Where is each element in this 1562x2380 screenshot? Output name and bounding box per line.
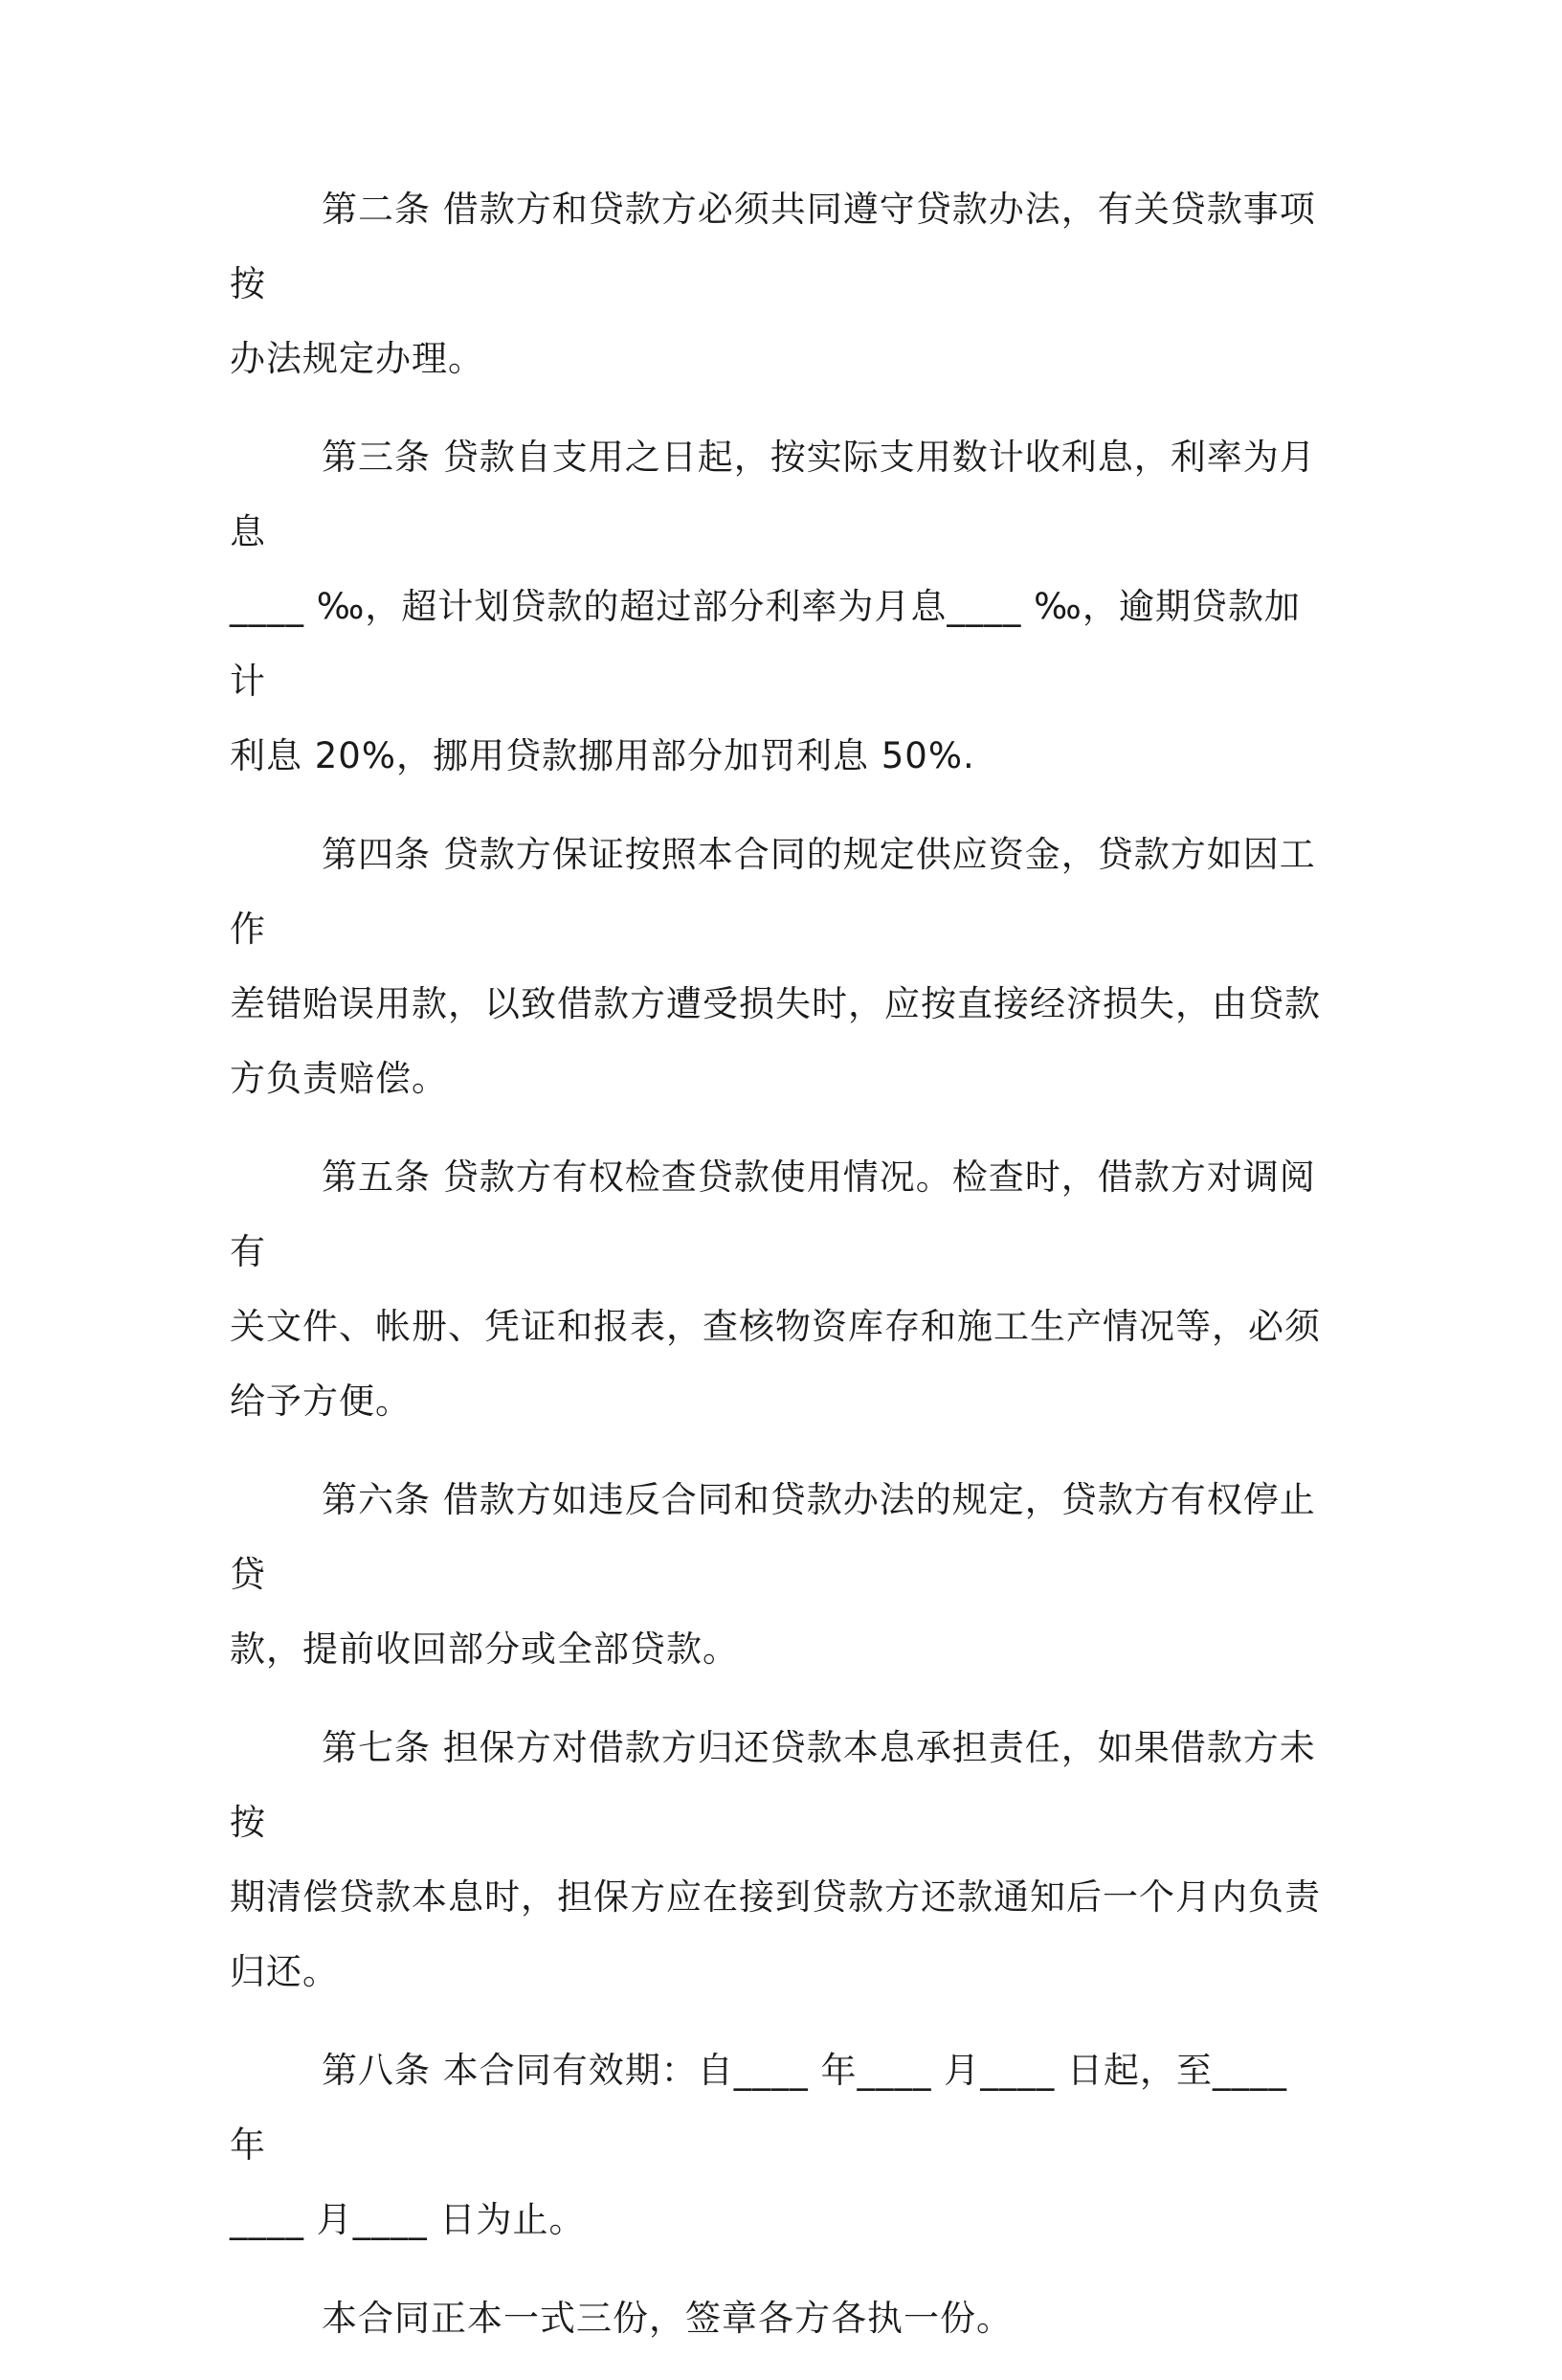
document-body xyxy=(230,172,1330,2380)
article-6 xyxy=(230,1463,1330,1687)
article-2-line-2: 办法规定办理。 xyxy=(230,338,484,379)
article-8 xyxy=(230,2033,1330,2257)
closing-clause-line-1: 本合同正本一式三份，签章各方各执一份。 xyxy=(322,2298,1013,2339)
article-3 xyxy=(230,420,1330,794)
article-3-line-2: ____ ‰，超计划贷款的超过部分利率为月息____ ‰，逾期贷款加计 xyxy=(230,586,1301,702)
article-2-line-1: 第二条 借款方和贷款方必须共同遵守贷款办法，有关贷款事项按 xyxy=(230,189,1316,304)
article-7-line-3: 归还。 xyxy=(230,1951,339,1992)
article-4-line-2: 差错贻误用款，以致借款方遭受损失时，应按直接经济损失，由贷款 xyxy=(230,983,1321,1024)
article-4 xyxy=(230,818,1330,1116)
article-5-line-1: 第五条 贷款方有权检查贷款使用情况。检查时，借款方对调阅有 xyxy=(230,1156,1316,1272)
closing-clause xyxy=(230,2281,1330,2356)
article-8-line-2: ____ 月____ 日为止。 xyxy=(230,2199,586,2240)
article-6-line-1: 第六条 借款方如违反合同和贷款办法的规定，贷款方有权停止贷 xyxy=(230,1479,1316,1595)
article-5 xyxy=(230,1140,1330,1439)
article-8-line-1: 第八条 本合同有效期：自____ 年____ 月____ 日起，至____ 年 xyxy=(230,2050,1288,2166)
article-3-line-3: 利息 20%，挪用贷款挪用部分加罚利息 50%. xyxy=(230,735,975,776)
article-4-line-3: 方负责赔偿。 xyxy=(230,1058,448,1099)
article-6-line-2: 款，提前收回部分或全部贷款。 xyxy=(230,1628,739,1670)
article-7 xyxy=(230,1711,1330,2010)
article-5-line-2: 关文件、帐册、凭证和报表，查核物资库存和施工生产情况等，必须 xyxy=(230,1306,1321,1347)
article-4-line-1: 第四条 贷款方保证按照本合同的规定供应资金，贷款方如因工作 xyxy=(230,834,1316,950)
article-3-line-1: 第三条 贷款自支用之日起，按实际支用数计收利息，利率为月息 xyxy=(230,437,1316,552)
article-5-line-3: 给予方便。 xyxy=(230,1381,412,1422)
article-2 xyxy=(230,172,1330,396)
article-7-line-1: 第七条 担保方对借款方归还贷款本息承担责任，如果借款方未按 xyxy=(230,1727,1316,1843)
article-7-line-2: 期清偿贷款本息时，担保方应在接到贷款方还款通知后一个月内负责 xyxy=(230,1876,1321,1918)
